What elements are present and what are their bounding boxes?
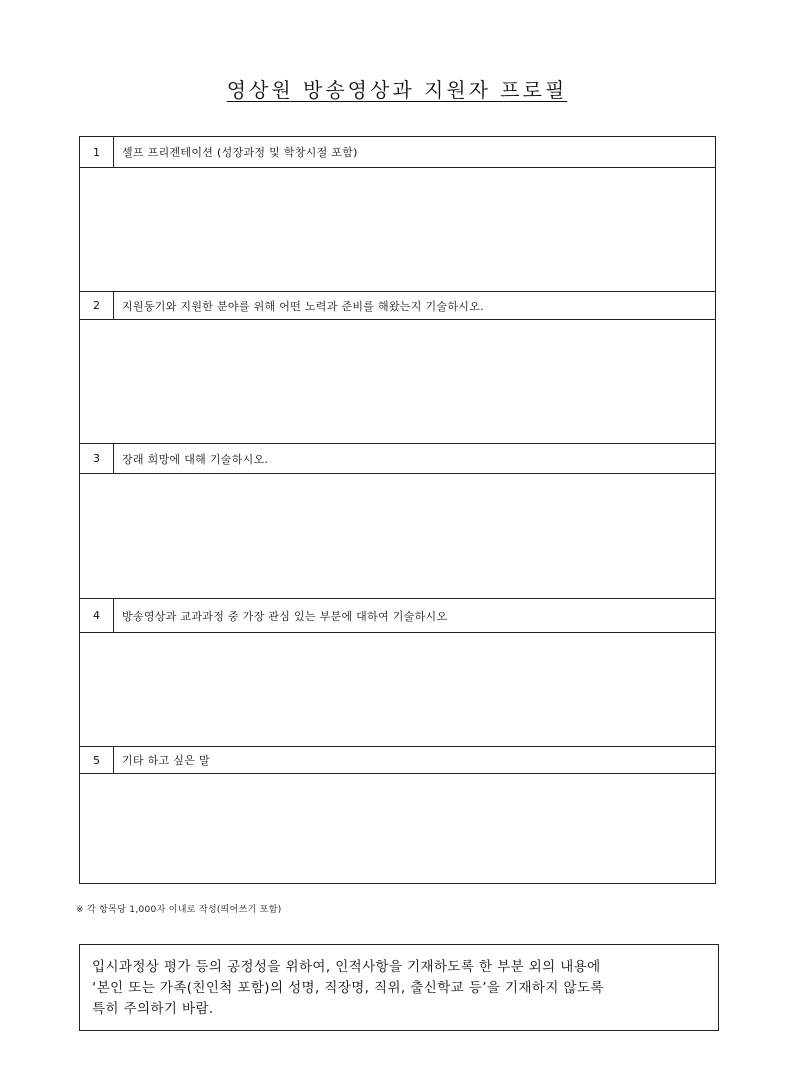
question-text-5: 기타 하고 싶은 말: [122, 754, 210, 767]
question-number-4: 4: [80, 599, 114, 632]
page-title: [0, 74, 794, 103]
answer-area-5[interactable]: [80, 774, 715, 883]
answer-area-4[interactable]: [80, 633, 715, 746]
question-text-3: 장래 희망에 대해 기술하시오.: [122, 452, 269, 466]
answer-area-2[interactable]: [80, 320, 715, 443]
profile-form-table: [79, 136, 716, 884]
page-title-text: 영상원 방송영상과 지원자 프로필: [226, 78, 568, 102]
question-row-5: [80, 746, 715, 774]
answer-area-1[interactable]: [80, 168, 715, 291]
notice-line-2: ‘본인 또는 가족(친인척 포함)의 성명, 직장명, 직위, 출신학교 등’을 기재하지 않도록: [92, 980, 604, 996]
question-text-2: 지원동기와 지원한 분야를 위해 어떤 노력과 준비를 해왔는지 기술하시오.: [122, 299, 484, 313]
question-number-5: 5: [80, 747, 114, 773]
question-number-3: 3: [80, 444, 114, 473]
notice-box: [79, 944, 719, 1031]
character-limit-note: ※ 각 항목당 1,000자 이내로 작성(띄어쓰기 포함): [76, 905, 282, 915]
notice-line-1: 입시과정상 평가 등의 공정성을 위하여, 인적사항을 기재하도록 한 부분 외의 내용에: [92, 959, 601, 975]
question-row-4: [80, 598, 715, 633]
question-text-4: 방송영상과 교과과정 중 가장 관심 있는 부분에 대하여 기술하시오: [122, 609, 448, 623]
question-row-1: [80, 137, 715, 168]
question-row-3: [80, 443, 715, 474]
question-text-1: 셀프 프리젠테이션 (성장과정 및 학창시절 포함): [122, 146, 358, 159]
answer-area-3[interactable]: [80, 474, 715, 598]
notice-line-3: 특히 주의하기 바람.: [92, 1001, 214, 1017]
question-number-1: 1: [80, 137, 114, 167]
question-row-2: [80, 291, 715, 320]
question-number-2: 2: [80, 292, 114, 319]
